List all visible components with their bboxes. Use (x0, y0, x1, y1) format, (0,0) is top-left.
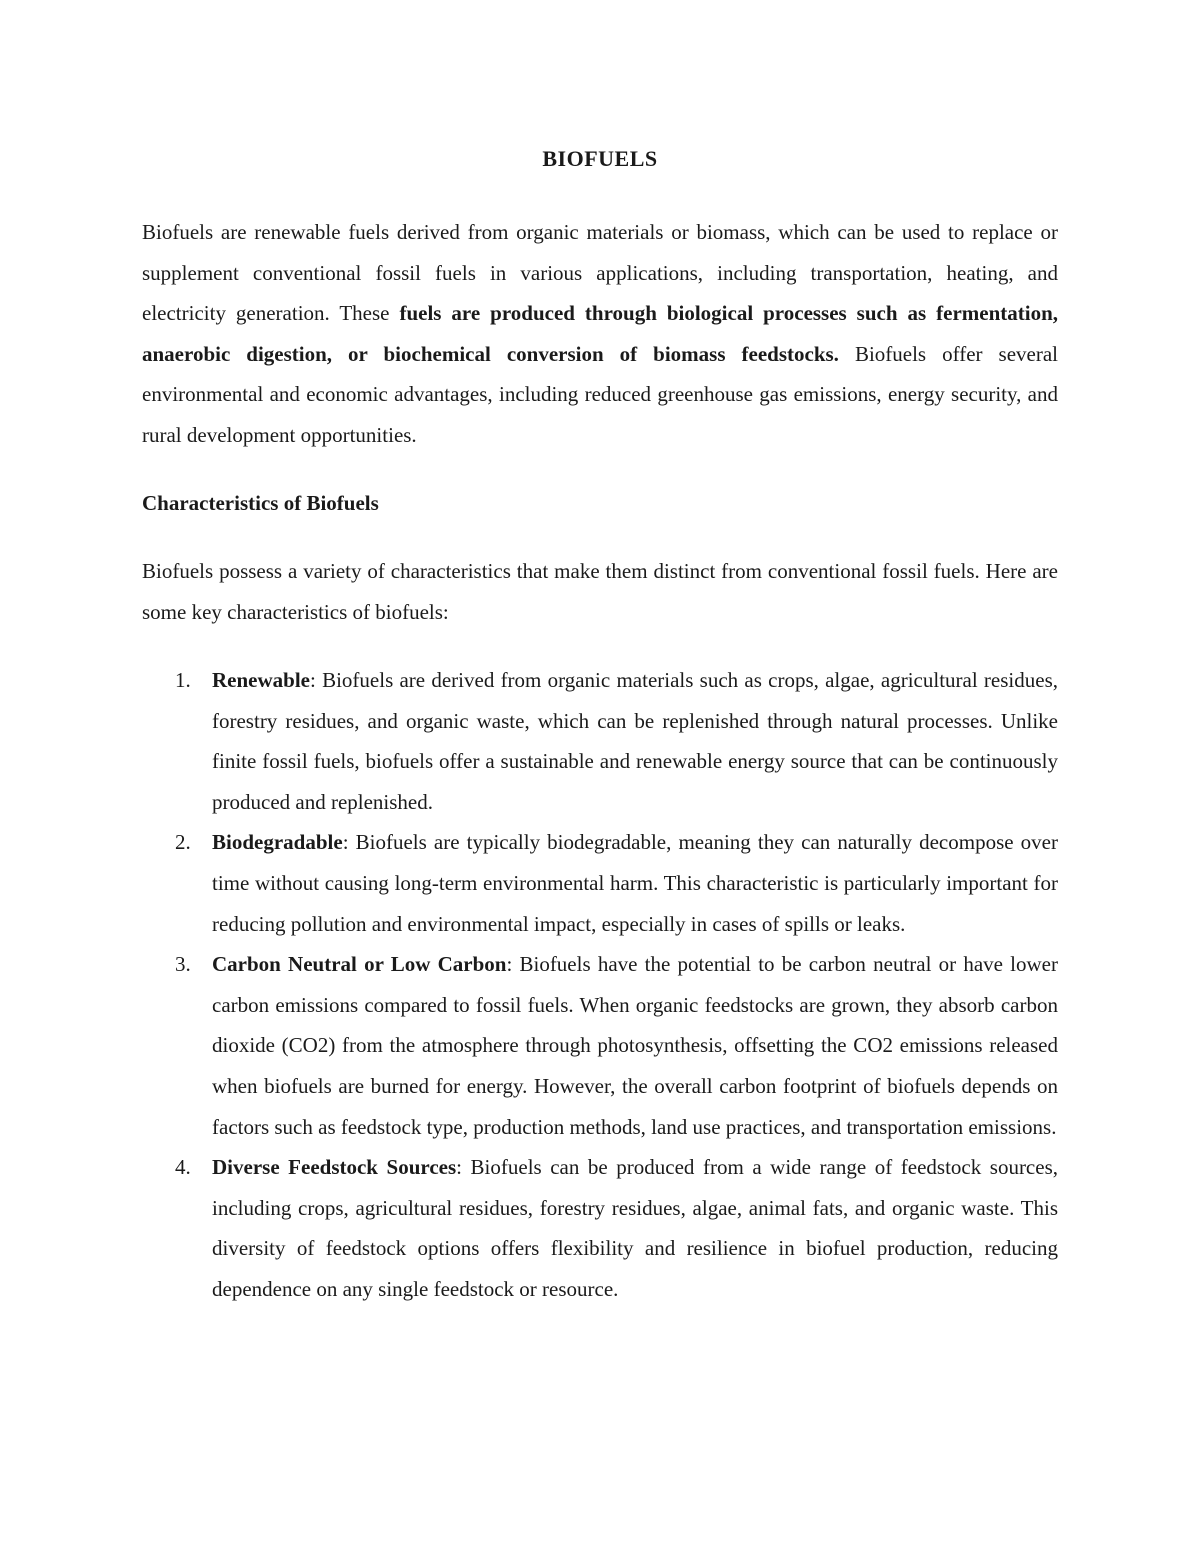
list-item (142, 944, 1058, 1147)
section-heading: Characteristics of Biofuels (142, 491, 379, 515)
list-item-number: 4. (175, 1155, 191, 1180)
list-item-number: 1. (175, 668, 191, 692)
list-item-term: Biodegradable (212, 830, 343, 855)
list-item-text: : Biofuels can be produced from a wide range of feedstock sources, including crops, agricultural residues, forestry residues, algae, animal fats, and organic waste. This diversity of feedstock options offers flexibility and resilience in biofuel production, reducing dependence on any single feedstock or resource. (212, 1155, 1058, 1301)
list-item-text: : Biofuels are typically biodegradable, meaning they can naturally decompose over time without causing long-term environmental harm. This characteristic is particularly important for reducing pollution and environmental impact, especially in cases of spills or leaks. (212, 830, 1058, 936)
list-item-number: 3. (175, 952, 191, 977)
list-item-text: : Biofuels have the potential to be carbon neutral or have lower carbon emissions compared to fossil fuels. When organic feedstocks are grown, they absorb carbon dioxide (CO2) from the atmosphere through photosynthesis, offsetting the CO2 emissions released when biofuels are burned for energy. However, the overall carbon footprint of biofuels depends on factors such as feedstock type, production methods, land use practices, and transportation emissions. (212, 952, 1058, 1139)
list-item-text: : Biofuels are derived from organic materials such as crops, algae, agricultural residues, forestry residues, and organic waste, which can be replenished through natural processes. Unlike finite fossil fuels, biofuels offer a sustainable and renewable energy source that can be continuously produced and replenished. (212, 668, 1058, 814)
list-item-number: 2. (175, 830, 191, 855)
intro-text-start: Biofuels are renewable fuels derived from organic materials or biomass, which can be used to replace or supplement conventional fossil fuels in various applications, including transportation, heating, and electricity generation. These (142, 220, 1058, 326)
list-item (142, 660, 1058, 822)
list-item-term: Diverse Feedstock Sources (212, 1155, 457, 1180)
list-item-term: Renewable (212, 668, 310, 692)
document-title: BIOFUELS (542, 146, 658, 171)
characteristics-list (142, 660, 1058, 1310)
list-item-term: Carbon Neutral or Low Carbon (212, 952, 507, 977)
list-item (142, 1147, 1058, 1309)
section-intro-paragraph: Biofuels possess a variety of characteristics that make them distinct from conventional fossil fuels. Here are some key characteristics of biofuels: (142, 559, 1058, 624)
intro-paragraph (142, 212, 1058, 456)
intro-bold-text: fuels are produced through biological processes such as fermentation, anaerobic digestion, or biochemical conversion of biomass feedstocks. (142, 301, 1059, 366)
list-item (142, 822, 1058, 944)
intro-text-end: Biofuels offer several environmental and economic advantages, including reduced greenhouse gas emissions, energy security, and rural development opportunities. (142, 341, 1059, 447)
